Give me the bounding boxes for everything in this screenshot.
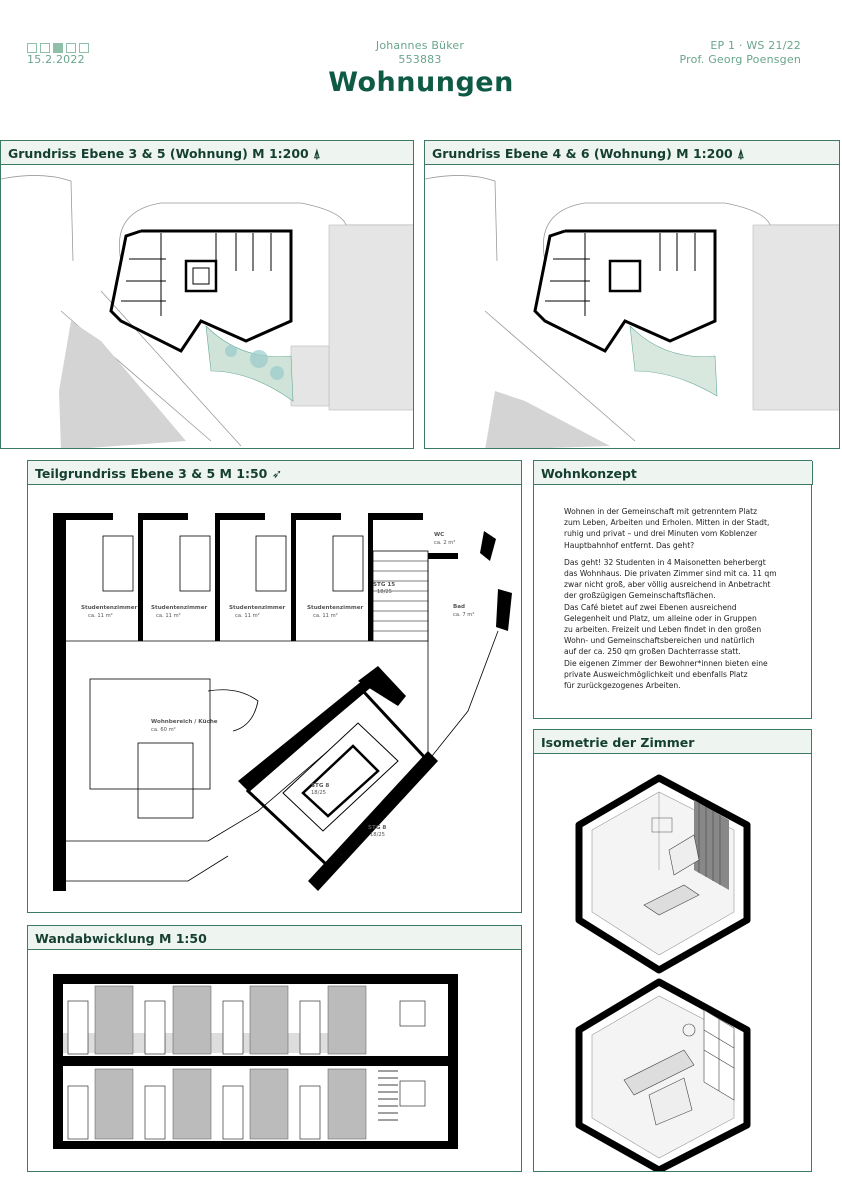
stair-2-spec: 18/25 [311, 790, 326, 796]
north-arrow-icon: ⍋ [737, 146, 745, 161]
concept-line: auf der ca. 250 qm großen Dachterrasse statt. [564, 647, 741, 657]
concept-line: Die eigenen Zimmer der Bewohner*innen bieten eine [564, 658, 768, 668]
concept-line: Das geht! 32 Studenten in 4 Maisonetten beherbergt [564, 557, 766, 567]
progress-square [66, 43, 76, 53]
isometry-panel [533, 729, 812, 1172]
detail-plan-panel [27, 460, 522, 913]
floor-plan-drawing-b [425, 141, 840, 449]
concept-line: Gelegenheit und Platz, um alleine oder in Gruppen [564, 613, 757, 623]
concept-line: Das Café bietet auf zwei Ebenen ausreichend [564, 602, 737, 612]
page-title: Wohnungen [328, 67, 514, 98]
concept-line: Wohn- und Gemeinschaftsbereichen und natürlich [564, 636, 755, 646]
room-3-area: ca. 11 m² [235, 613, 260, 619]
author-name: Johannes Büker [375, 39, 465, 52]
concept-line: zum Leben, Arbeiten und Erholen. Mitten in der Stadt, [564, 518, 770, 528]
date: 15.2.2022 [27, 53, 85, 66]
wc-name: WC [434, 532, 445, 538]
concept-panel [533, 460, 812, 719]
living-name: Wohnbereich / Küche [151, 719, 218, 725]
wc-area: ca. 2 m² [434, 540, 456, 546]
panel-title-detail [28, 461, 522, 485]
progress-square [53, 43, 63, 53]
panel-title-plan-b [425, 141, 840, 165]
concept-line: das Wohnhaus. Die privaten Zimmer sind mit ca. 11 qm [564, 569, 777, 579]
isometry-title: Isometrie der Zimmer [541, 735, 695, 750]
room-1-area: ca. 11 m² [88, 613, 113, 619]
course: EP 1 · WS 21/22 [710, 39, 801, 52]
concept-title: Wohnkonzept [541, 466, 637, 481]
concept-text [564, 506, 804, 691]
wall-elevation-panel [27, 925, 522, 1172]
concept-paragraph-1 [564, 506, 804, 551]
room-1-name: Studentenzimmer [81, 605, 138, 611]
compass-arrow-icon: ➶ [271, 466, 283, 481]
room-iso-1 [579, 778, 747, 970]
stair-3-name: STG 8 [368, 825, 387, 831]
concept-line: private Ausweichmöglichkeit und ebenfalls Platz [564, 669, 748, 679]
stair-3-spec: 18/25 [370, 832, 385, 838]
progress-square [79, 43, 89, 53]
north-arrow-icon: ⍋ [313, 146, 321, 161]
concept-line: zu arbeiten. Freizeit und Leben findet in den großen [564, 625, 762, 635]
stair-2-name: STG 8 [311, 783, 330, 789]
room-4-name: Studentenzimmer [307, 605, 364, 611]
detail-title: Teilgrundriss Ebene 3 & 5 M 1:50 [35, 466, 268, 481]
bad-area: ca. 7 m² [453, 612, 475, 618]
room-iso-2 [579, 982, 747, 1170]
concept-paragraph-2 [564, 557, 804, 691]
stair-1-name: STG 15 [373, 582, 396, 588]
living-area: ca. 60 m² [151, 727, 176, 733]
isometric-rooms-drawing [534, 730, 812, 1172]
plan-a-title: Grundriss Ebene 3 & 5 (Wohnung) M 1:200 [8, 146, 309, 161]
panel-title-plan-a [1, 141, 414, 165]
room-4-area: ca. 11 m² [313, 613, 338, 619]
concept-line: Hauptbahnhof entfernt. Das geht? [564, 540, 695, 550]
plan-panel-b [424, 140, 840, 449]
plan-b-title: Grundriss Ebene 4 & 6 (Wohnung) M 1:200 [432, 146, 733, 161]
room-3-name: Studentenzimmer [229, 605, 286, 611]
progress-square [40, 43, 50, 53]
detail-plan-drawing [28, 461, 522, 913]
professor: Prof. Georg Poensgen [679, 53, 801, 66]
progress-indicator [27, 38, 92, 50]
floor-plan-drawing-a [1, 141, 414, 449]
concept-line: ruhig und privat – und drei Minuten vom Koblenzer [564, 529, 758, 539]
concept-line: zwar nicht groß, aber völlig ausreichend in Anbetracht [564, 580, 771, 590]
concept-line: Wohnen in der Gemeinschaft mit getrenntem Platz [564, 507, 758, 516]
wall-title: Wandabwicklung M 1:50 [35, 931, 207, 946]
progress-square [27, 43, 37, 53]
room-2-area: ca. 11 m² [156, 613, 181, 619]
stair-1-spec: 18/25 [377, 589, 392, 595]
concept-line: der großzügigen Gemeinschaftsflächen. [564, 591, 716, 601]
room-2-name: Studentenzimmer [151, 605, 208, 611]
plan-panel-a [0, 140, 414, 449]
bad-name: Bad [453, 604, 466, 610]
wall-elevation-drawing [28, 926, 522, 1172]
panel-title-concept [534, 461, 813, 485]
concept-line: für zurückgezogenes Arbeiten. [564, 681, 681, 691]
author-id: 553883 [398, 53, 442, 66]
